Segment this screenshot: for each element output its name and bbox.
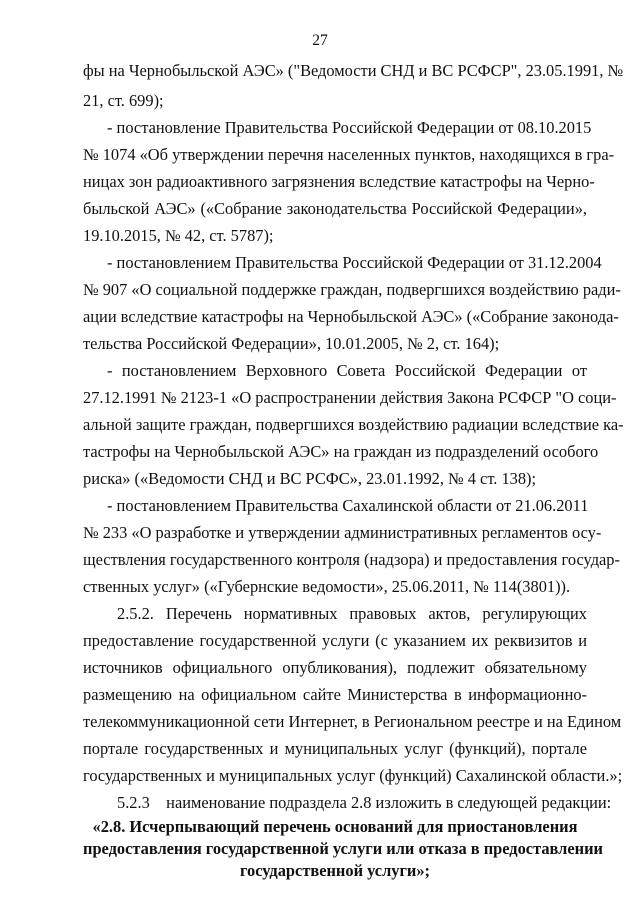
- page-number: 27: [312, 32, 328, 49]
- text-line: 27.12.1991 № 2123-1 «О распространении действия Закона РСФСР "О соци-: [83, 388, 617, 407]
- text-line: тастрофы на Чернобыльской АЭС» на граждан из подразделений особого: [83, 442, 599, 461]
- section-heading-line: «2.8. Исчерпывающий перечень оснований для приостановления: [92, 817, 578, 836]
- text-line: 5.2.3 наименование подраздела 2.8 изложить в следующей редакции:: [117, 793, 612, 812]
- text-line: государственных и муниципальных услуг (функций) Сахалинской области.»;: [83, 766, 623, 785]
- text-line: 2.5.2. Перечень нормативных правовых актов, регулирующих: [117, 604, 587, 623]
- text-line: размещению на официальном сайте Министерства в информационно-: [83, 685, 587, 704]
- text-line: предоставление государственной услуги (с указанием их реквизитов и: [83, 631, 587, 650]
- text-line: № 907 «О социальной поддержке граждан, подвергшихся воздействию ради-: [83, 280, 621, 299]
- text-line: источников официального опубликования), подлежит обязательному: [83, 658, 587, 677]
- text-line: альной защите граждан, подвергшихся воздействию радиации вследствие ка-: [83, 415, 624, 434]
- text-line: телекоммуникационной сети Интернет, в Региональном реестре и на Едином: [83, 712, 622, 731]
- text-line: - постановлением Правительства Сахалинской области от 21.06.2011: [107, 496, 589, 515]
- text-line: № 233 «О разработке и утверждении административных регламентов осу-: [83, 523, 602, 542]
- text-line: портале государственных и муниципальных услуг (функций), портале: [83, 739, 587, 758]
- text-line: быльской АЭС» («Собрание законодательства Российской Федерации»,: [83, 199, 587, 218]
- text-line: риска» («Ведомости СНД и ВС РСФС», 23.01.1992, № 4 ст. 138);: [83, 469, 537, 488]
- text-line: фы на Чернобыльской АЭС» ("Ведомости СНД и ВС РСФСР", 23.05.1991, №: [83, 61, 624, 80]
- text-line: ации вследствие катастрофы на Чернобыльской АЭС» («Собрание законода-: [83, 307, 619, 326]
- text-line: ществления государственного контроля (надзора) и предоставления государ-: [83, 550, 620, 569]
- section-heading-line: государственной услуги»;: [239, 861, 431, 880]
- text-line: № 1074 «Об утверждении перечня населенных пунктов, находящихся в гра-: [83, 145, 615, 164]
- text-line: 19.10.2015, № 42, ст. 5787);: [83, 226, 274, 245]
- text-line: ницах зон радиоактивного загрязнения вследствие катастрофы на Черно-: [83, 172, 595, 191]
- text-line: ственных услуг» («Губернские ведомости», 25.06.2011, № 114(3801)).: [83, 577, 571, 596]
- text-line: - постановление Правительства Российской Федерации от 08.10.2015: [107, 118, 592, 137]
- text-line: тельства Российской Федерации», 10.01.2005, № 2, ст. 164);: [83, 334, 500, 353]
- text-line: - постановлением Правительства Российской Федерации от 31.12.2004: [107, 253, 602, 272]
- text-line: - постановлением Верховного Совета Российской Федерации от: [107, 361, 587, 380]
- section-heading-line: предоставления государственной услуги или отказа в предоставлении: [83, 839, 603, 858]
- text-line: 21, ст. 699);: [83, 91, 164, 110]
